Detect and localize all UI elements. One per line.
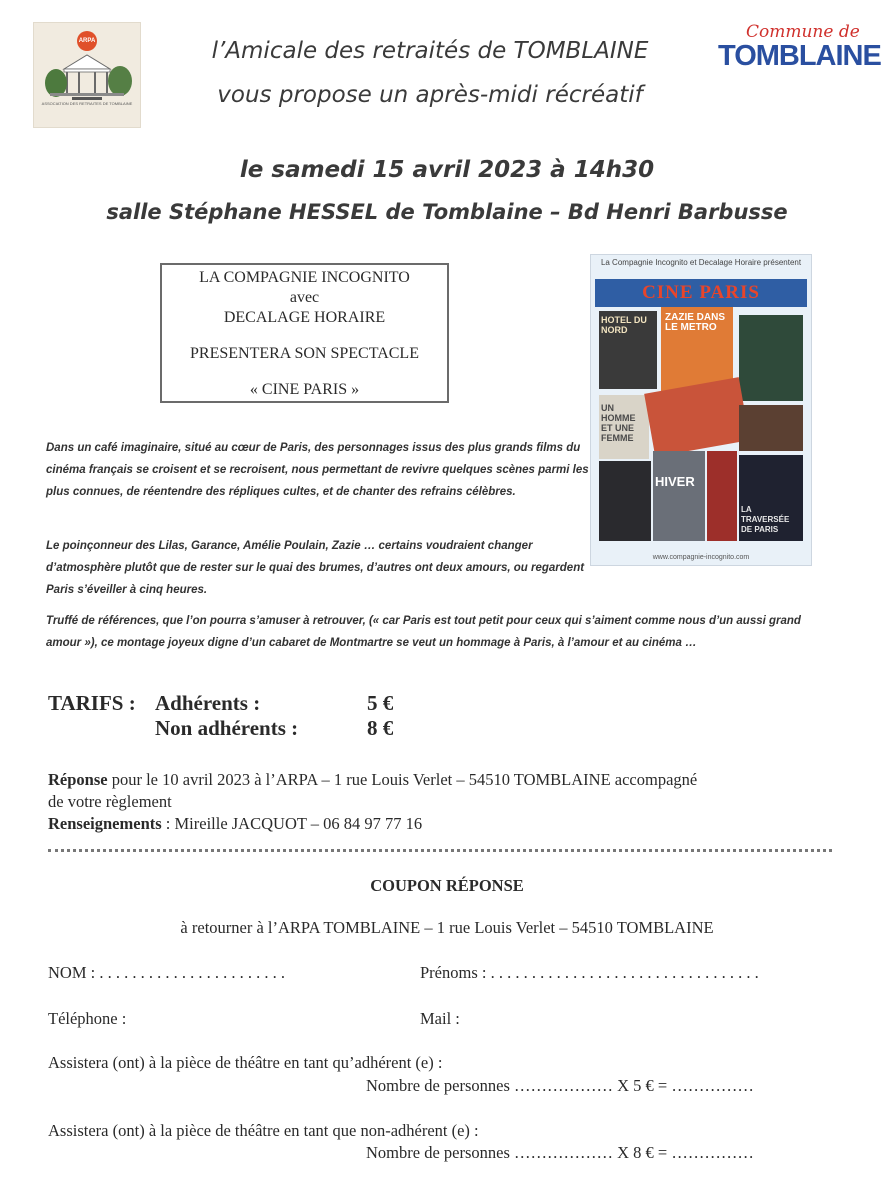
company-presents: PRESENTERA SON SPECTACLE [190, 345, 419, 362]
company-partner: DECALAGE HORAIRE [223, 309, 386, 326]
poster-tile-traversee-text: LA TRAVERSÉE DE PARIS [741, 505, 790, 534]
poster-title: CINE PARIS [595, 279, 807, 307]
commune-logo-name: TOMBLAINE [718, 40, 881, 72]
poster-top-text: La Compagnie Incognito et Decalage Horaire présentent [600, 258, 802, 267]
tarif-members-label: Adhérents : [155, 691, 261, 715]
event-venue: salle Stéphane HESSEL de Tomblaine – Bd Henri Barbusse [106, 200, 788, 224]
company-box [160, 263, 449, 403]
poster-tile-zazie-text: ZAZIE DANS LE METRO [665, 312, 725, 333]
renseignements-text: : Mireille JACQUOT – 06 84 97 77 16 [161, 814, 423, 833]
commune-logo-top: Commune de [746, 22, 860, 42]
coupon-return-address: à retourner à l’ARPA TOMBLAINE – 1 rue Louis Verlet – 54510 TOMBLAINE [180, 918, 714, 937]
company-name: LA COMPAGNIE INCOGNITO [199, 269, 410, 286]
dotted-separator [48, 849, 832, 852]
poster-url: www.compagnie-incognito.com [652, 554, 750, 561]
tarif-nonmembers-price: 8 € [367, 716, 394, 740]
arpa-logo [33, 22, 141, 128]
arpa-caption: ASSOCIATION DES RETRAITES DE TOMBLAINE [41, 101, 133, 106]
poster-tile-hiver-text: HIVER [655, 474, 695, 489]
poster-tile-hiver [653, 451, 705, 541]
mail-field[interactable]: Mail : [420, 1009, 460, 1028]
reponse-line [48, 770, 697, 790]
header-title-line2: vous propose un après-midi récréatif [217, 82, 643, 108]
description-paragraph-3: Truffé de références, que l’on pourra s’amuser à retrouver, (« car Paris est tout petit pour ceux qui s’aiment comme nous d’un aussi grand amour »), ce montage joyeux digne d’un cabaret de Montmartre se veut un hommage à Paris, à l’amour et au cinéma … [46, 615, 801, 649]
poster-tile-center [739, 405, 803, 451]
poster-tile-amelie [739, 315, 803, 401]
renseignements-label: Renseignements [48, 814, 162, 833]
description-paragraph-1: Dans un café imaginaire, situé au cœur de Paris, des personnages issus des plus grands films du cinéma français se croisent et se recroisent, nous permettant de revivre quelques scènes parmi les plus connues, de réentendre des répliques cultes, et de chanter des refrains célèbres. [46, 442, 589, 498]
description-paragraph-2: Le poinçonneur des Lilas, Garance, Amélie Poulain, Zazie … certains voudraient changer d’atmosphère plutôt que de rester sur le quai des brumes, d’autres ont deux amours, ou regardent Paris s’éveiller à cinq heures. [46, 540, 585, 596]
gazebo-icon [34, 23, 140, 127]
company-with: avec [289, 289, 320, 306]
poster-tile-red [707, 451, 737, 541]
member-count-field[interactable]: Nombre de personnes ……………… X 5 € = …………… [366, 1076, 754, 1095]
telephone-field[interactable]: Téléphone : [48, 1009, 127, 1028]
member-attendance-label: Assistera (ont) à la pièce de théâtre en tant qu’adhérent (e) : [48, 1053, 443, 1072]
show-title: « CINE PARIS » [249, 381, 360, 398]
reponse-label: Réponse [48, 770, 108, 789]
coupon-title: COUPON RÉPONSE [370, 876, 524, 895]
reponse-line-2: de votre règlement [48, 792, 172, 811]
poster-tile-homme-text: UN HOMME ET UNE FEMME [601, 403, 636, 443]
show-poster [590, 254, 812, 566]
prenoms-field[interactable]: Prénoms : . . . . . . . . . . . . . . . . . . . . . . . . . . . . . . . . . [420, 963, 759, 982]
tarif-members-price: 5 € [367, 691, 394, 715]
poster-tile-hotel-text: HOTEL DU NORD [601, 315, 647, 335]
tarif-nonmembers-label: Non adhérents : [155, 716, 299, 740]
header-title-line1: l’Amicale des retraités de TOMBLAINE [211, 38, 649, 64]
commune-logo [718, 22, 881, 74]
renseignements-line [48, 814, 422, 834]
nom-field[interactable]: NOM : . . . . . . . . . . . . . . . . . . . . . . . [48, 963, 285, 982]
reponse-text: pour le 10 avril 2023 à l’ARPA – 1 rue Louis Verlet – 54510 TOMBLAINE accompagné [107, 770, 698, 789]
event-date: le samedi 15 avril 2023 à 14h30 [239, 157, 655, 183]
tarifs-label: TARIFS : [48, 691, 136, 715]
arpa-badge: ARPA [77, 31, 97, 51]
nonmember-attendance-label: Assistera (ont) à la pièce de théâtre en tant que non-adhérent (e) : [48, 1121, 479, 1140]
nonmember-count-field[interactable]: Nombre de personnes ……………… X 8 € = …………… [366, 1143, 754, 1162]
poster-tile-night [599, 461, 651, 541]
